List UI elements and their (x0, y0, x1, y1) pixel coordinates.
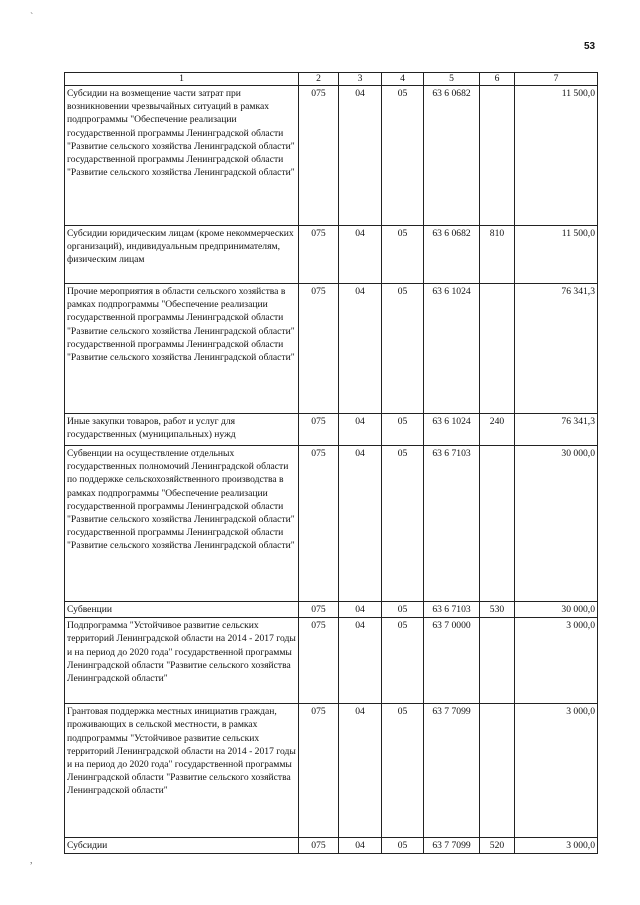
page-number: 53 (584, 41, 596, 52)
subsection-code: 05 (382, 602, 424, 618)
column-header: 1 (65, 73, 299, 86)
subsection-code: 05 (382, 446, 424, 602)
expense-type (480, 704, 515, 838)
budget-table (64, 72, 598, 854)
item-name: Субсидии (65, 838, 299, 854)
ministry-code: 075 (299, 602, 339, 618)
amount: 3 000,0 (515, 838, 598, 854)
item-name: Подпрограмма "Устойчивое развитие сельских территорий Ленинградской области на 2014 - 2017 годы и на период до 2020 года" государственной программы Ленинградской области "Развитие сельского хозяйства Ленинградской области" (65, 618, 299, 704)
section-code: 04 (339, 414, 382, 446)
table-row (65, 414, 598, 446)
table-row (65, 86, 598, 226)
subsection-code: 05 (382, 618, 424, 704)
target-article: 63 7 7099 (424, 704, 480, 838)
subsection-code: 05 (382, 86, 424, 226)
item-name: Субсидии юридическим лицам (кроме некоммерческих организаций), индивидуальным предпринимателям, физическим лицам (65, 226, 299, 284)
item-name: Грантовая поддержка местных инициатив граждан, проживающих в сельской местности, в рамках подпрограммы "Устойчивое развитие сельских территорий Ленинградской области на 2014 - 2017 годы и на период до 2020 года" государственной программы Ленинградской области "Развитие сельского хозяйства Ленинградской области" (65, 704, 299, 838)
expense-type (480, 618, 515, 704)
ministry-code: 075 (299, 446, 339, 602)
expense-type: 240 (480, 414, 515, 446)
section-code: 04 (339, 838, 382, 854)
table-row (65, 602, 598, 618)
table-row (65, 226, 598, 284)
amount: 30 000,0 (515, 446, 598, 602)
table-row (65, 284, 598, 414)
item-name: Субвенции на осуществление отдельных государственных полномочий Ленинградской области по поддержке сельскохозяйственного производства в рамках подпрограммы "Обеспечение реализации государственной программы Ленинградской области "Развитие сельского хозяйства Ленинградской области" государственной программы Ленинградской области "Развитие сельского хозяйства Ленинградской области" (65, 446, 299, 602)
target-article: 63 6 7103 (424, 602, 480, 618)
subsection-code: 05 (382, 414, 424, 446)
column-header: 7 (515, 73, 598, 86)
target-article: 63 6 1024 (424, 284, 480, 414)
section-code: 04 (339, 284, 382, 414)
table-row (65, 704, 598, 838)
subsection-code: 05 (382, 226, 424, 284)
target-article: 63 6 0682 (424, 226, 480, 284)
item-name: Субсидии на возмещение части затрат при возникновении чрезвычайных ситуаций в рамках подпрограммы "Обеспечение реализации государственной программы Ленинградской области "Развитие сельского хозяйства Ленинградской области" государственной программы Ленинградской области "Развитие сельского хозяйства Ленинградской области" (65, 86, 299, 226)
column-header: 2 (299, 73, 339, 86)
item-name: Субвенции (65, 602, 299, 618)
amount: 3 000,0 (515, 618, 598, 704)
ministry-code: 075 (299, 414, 339, 446)
target-article: 63 6 1024 (424, 414, 480, 446)
table-header-row (65, 73, 598, 86)
section-code: 04 (339, 602, 382, 618)
target-article: 63 6 0682 (424, 86, 480, 226)
column-header: 6 (480, 73, 515, 86)
expense-type (480, 446, 515, 602)
target-article: 63 6 7103 (424, 446, 480, 602)
section-code: 04 (339, 446, 382, 602)
expense-type (480, 284, 515, 414)
table-row (65, 838, 598, 854)
section-code: 04 (339, 618, 382, 704)
section-code: 04 (339, 704, 382, 838)
expense-type (480, 86, 515, 226)
ministry-code: 075 (299, 618, 339, 704)
amount: 76 341,3 (515, 414, 598, 446)
ministry-code: 075 (299, 838, 339, 854)
amount: 30 000,0 (515, 602, 598, 618)
section-code: 04 (339, 86, 382, 226)
table-row (65, 618, 598, 704)
item-name: Иные закупки товаров, работ и услуг для государственных (муниципальных) нужд (65, 414, 299, 446)
subsection-code: 05 (382, 284, 424, 414)
subsection-code: 05 (382, 704, 424, 838)
expense-type: 520 (480, 838, 515, 854)
ministry-code: 075 (299, 86, 339, 226)
subsection-code: 05 (382, 838, 424, 854)
target-article: 63 7 0000 (424, 618, 480, 704)
item-name: Прочие мероприятия в области сельского хозяйства в рамках подпрограммы "Обеспечение реализации государственной программы Ленинградской области "Развитие сельского хозяйства Ленинградской области" государственной программы Ленинградской области "Развитие сельского хозяйства Ленинградской области" (65, 284, 299, 414)
scan-mark: ` (30, 12, 34, 23)
amount: 3 000,0 (515, 704, 598, 838)
table-row (65, 446, 598, 602)
section-code: 04 (339, 226, 382, 284)
scan-mark: , (30, 855, 33, 866)
ministry-code: 075 (299, 704, 339, 838)
amount: 11 500,0 (515, 86, 598, 226)
column-header: 4 (382, 73, 424, 86)
expense-type: 810 (480, 226, 515, 284)
ministry-code: 075 (299, 226, 339, 284)
amount: 11 500,0 (515, 226, 598, 284)
column-header: 3 (339, 73, 382, 86)
expense-type: 530 (480, 602, 515, 618)
amount: 76 341,3 (515, 284, 598, 414)
target-article: 63 7 7099 (424, 838, 480, 854)
column-header: 5 (424, 73, 480, 86)
ministry-code: 075 (299, 284, 339, 414)
